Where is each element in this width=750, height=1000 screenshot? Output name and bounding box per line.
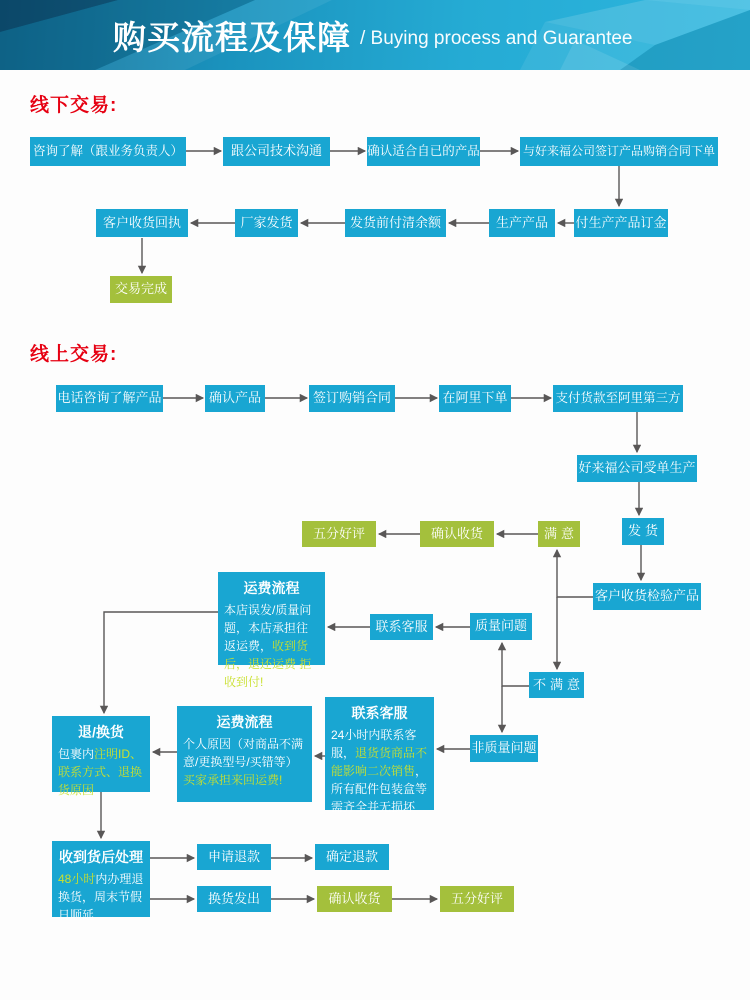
header-banner	[0, 0, 750, 70]
flow-node-contact-cs: 联系客服	[370, 614, 433, 640]
connector-arrow	[502, 643, 529, 686]
flow-node-tech-communication: 跟公司技术沟通	[223, 137, 330, 166]
flow-node-body: 包裹内注明ID、联系方式、退换货原因	[58, 747, 143, 797]
flow-node-sign-contract-order: 与好来福公司签订产品购销合同下单	[520, 137, 718, 166]
flow-node-confirm-receipt-2: 确认收货	[317, 886, 392, 912]
flow-node-phone-consult: 电话咨询了解产品	[56, 385, 163, 412]
page-title: 购买流程及保障	[113, 18, 351, 56]
flow-node-customer-receipt-confirm: 客户收货回执	[96, 209, 188, 237]
flow-node-body: 48小时内办理退换货，周末节假日顺延	[58, 872, 144, 922]
flow-node-non-quality-issue: 非质量问题	[470, 735, 538, 762]
flow-node-sign-purchase-contract: 签订购销合同	[309, 385, 395, 412]
flow-node-apply-refund: 申请退款	[197, 844, 271, 870]
flow-node-body: 24小时内联系客服，退货货商品不能影响二次销售，所有配件包装盒等需齐全并无损坏	[331, 728, 428, 814]
flow-node-freight-policy-personal	[177, 706, 312, 802]
flow-node-body: 个人原因（对商品不满意/更换型号/买错等）买家承担来回运费!	[183, 737, 304, 787]
section-heading-online: 线上交易:	[30, 344, 118, 365]
flow-node-produce-product: 生产产品	[489, 209, 555, 237]
flow-node-freight-policy-quality	[218, 572, 325, 689]
flow-node-five-star-review-2: 五分好评	[440, 886, 514, 912]
flow-node-title: 运费流程	[216, 714, 273, 730]
section-heading-offline: 线下交易:	[30, 95, 118, 116]
flow-node-body: 本店误发/质量问题，本店承担往返运费，收到货后，退还运费 拒收到付!	[224, 603, 312, 689]
flow-node-confirm-product: 确认产品	[205, 385, 265, 412]
flow-node-quality-issue: 质量问题	[470, 613, 532, 640]
flow-node-contact-cs-24h	[325, 697, 434, 814]
flow-node-holyfull-accept-produce: 好来福公司受单生产	[577, 455, 697, 482]
flow-node-title: 联系客服	[351, 705, 408, 721]
page-subtitle: / Buying process and Guarantee	[360, 28, 633, 49]
flow-node-deal-complete: 交易完成	[110, 276, 172, 303]
flow-node-after-receipt-handling	[52, 841, 150, 922]
flow-node-title: 运费流程	[243, 580, 300, 596]
flow-node-exchange-shipped: 换货发出	[197, 886, 271, 912]
flow-node-five-star-review: 五分好评	[302, 521, 376, 547]
flow-node-order-on-ali: 在阿里下单	[439, 385, 511, 412]
flow-node-confirm-refund: 确定退款	[315, 844, 389, 870]
flow-node-title: 退/换货	[78, 724, 124, 740]
connector-arrow	[557, 550, 593, 597]
flow-node-factory-ship: 厂家发货	[235, 209, 298, 237]
flow-node-ship-goods: 发货	[622, 518, 664, 545]
flow-node-unsatisfied: 不满意	[529, 672, 584, 698]
flow-node-pay-balance-before-ship: 发货前付清余额	[345, 209, 446, 237]
flow-node-pay-to-ali-escrow: 支付货款至阿里第三方	[553, 385, 683, 412]
flow-node-title: 收到货后处理	[59, 849, 143, 865]
flow-node-return-exchange	[52, 716, 150, 797]
connector-arrow	[104, 612, 218, 713]
flow-node-inspect-product: 客户收货检验产品	[593, 583, 701, 610]
flow-node-confirm-receipt: 确认收货	[420, 521, 494, 547]
flow-node-confirm-product-fit: 确认适合自已的产品	[367, 137, 480, 166]
flow-node-pay-production-deposit: 付生产产品订金	[574, 209, 668, 237]
flow-node-consult-business: 咨询了解（跟业务负责人）	[30, 137, 186, 166]
flow-node-satisfied: 满意	[538, 521, 580, 547]
